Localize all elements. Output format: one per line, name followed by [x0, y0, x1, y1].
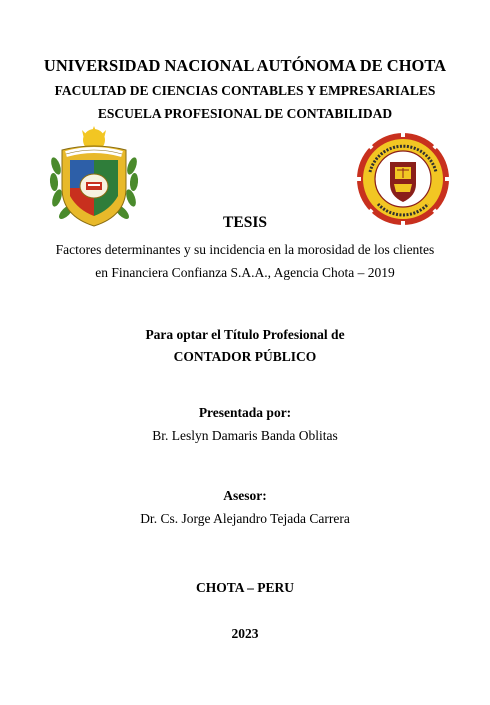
advisor-name: Dr. Cs. Jorge Alejandro Tejada Carrera [140, 511, 350, 526]
presenter-label: Presentada por: [198, 405, 292, 420]
degree-title: CONTADOR PÚBLICO [173, 349, 317, 364]
advisor-label: Asesor: [223, 488, 267, 503]
professional-school-seal-icon [352, 132, 454, 226]
year: 2023 [231, 626, 259, 641]
thesis-title-line-2: en Financiera Confianza S.A.A., Agencia Chota – 2019 [95, 265, 395, 280]
university-name: UNIVERSIDAD NACIONAL AUTÓNOMA DE CHOTA [43, 56, 447, 75]
place: CHOTA – PERU [195, 580, 294, 595]
thesis-title-line-1: Factores determinantes y su incidencia en la morosidad de los clientes [55, 242, 435, 257]
presenter-name: Br. Leslyn Damaris Banda Oblitas [152, 428, 338, 443]
school-name: ESCUELA PROFESIONAL DE CONTABILIDAD [97, 106, 393, 121]
thesis-label: TESIS [223, 214, 267, 231]
faculty-name: FACULTAD DE CIENCIAS CONTABLES Y EMPRESARIALES [54, 83, 436, 98]
degree-intro: Para optar el Título Profesional de [145, 327, 345, 342]
